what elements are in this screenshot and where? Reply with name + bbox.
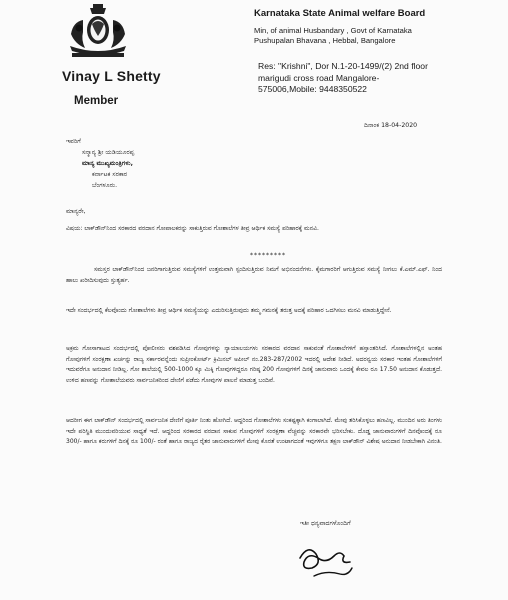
recipient-line-2: ಮಾನ್ಯ ಮುಖ್ಯಮಂತ್ರಿಗಳು,: [82, 160, 133, 167]
organization-name: Karnataka State Animal welfare Board: [254, 8, 426, 19]
address-line-1: Min, of animal Husbandary , Govt of Karnataka: [254, 26, 412, 35]
paragraph-2: ಇದೇ ಸಂದರ್ಭದಲ್ಲಿ ಕೆಲವೊಂದು ಗೋಶಾಲೆಗಳು ತೀವ್ರ ಆರ್ಥಿಕ ಸಮಸ್ಯೆಯನ್ನು ಎದುರಿಸುತ್ತಿರುವುದು ತಮ್ಮ ಗಮನಕ್ಕೆ ತರುತ್ತ ಅದಕ್ಕೆ ಪರಿಹಾರ ಒದಗಿಸಲು ಮನವಿ ಮಾಡುತ್ತಿದ್ದೇನೆ.: [66, 307, 392, 314]
separator: *********: [250, 252, 286, 259]
karnataka-emblem-icon: [66, 4, 130, 62]
letter-date: ದಿನಾಂಕ 18-04-2020: [364, 122, 418, 129]
recipient-line-1: ಸನ್ಮಾನ್ಯ ಶ್ರೀ ಯಡಿಯೂರಪ್ಪ: [82, 149, 135, 156]
closing: ಇತೀ ಧನ್ಯವಾದಗಳೊಂದಿಗೆ: [300, 520, 351, 527]
residence-address: Res: "Krishni", Dor N.1-20-1499/(2) 2nd floor marigudi cross road Mangalore-575006,Mobile: 9448350522: [258, 61, 428, 94]
salutation: ಮಾನ್ಯರೇ,: [66, 208, 86, 215]
recipient-line-4: ಬೆಂಗಳೂರು.: [92, 182, 118, 189]
paragraph-4: ಆದರೀಗ ಈಗ ಲಾಕ್‌ಡೌನ್ ಸಂದರ್ಭದಲ್ಲಿ ಸಾರ್ವಜನಿಕ ದೇಣಿಗೆ ಪೂರ್ತಿ ನಿಂತು ಹೋಗಿದೆ. ಆದ್ದರಿಂದ ಗೋಶಾಲೆಗಳು ಸಂಕಷ್ಟಕ್ಕಾಗಿ ಕಂಗಾಲಾಗಿದೆ. ಮೇವು ತರಿಸಿಕೊಳ್ಳಲು ಹಣವಿಲ್ಲ. ಮುಂದಿನ ಅರು ತಿಂಗಳು ಇದೇ ಪರಿಸ್ಥಿತಿ ಮುಂದುವರಿಯುವ ಸಾಧ್ಯತೆ ಇದೆ. ಆದ್ದರಿಂದ ಸರಕಾರದ ವರದಾನ ಸಾಕುವ ಗೋವುಗಳಿಗೆ ಸಂರಕ್ಷಣಾ ವೆಚ್ಚವನ್ನು ಸರಕಾರವೇ ಭರಿಸಬೇಕು. ದೊಡ್ಡ ಜಾನುವಾರುಗಳಿಗೆ ದಿನವೊಂದಕ್ಕೆ ರೂ 300/- ಹಾಗೂ ಕರುಗಳಿಗೆ ದಿನಕ್ಕೆ ರೂ 100/- ರಂತೆ ಹಾಗೂ ರಾಜ್ಯದ ರೈತರ ಜಾನುವಾರುಗಳಿಗೆ ಮೇವು ಕೊರತೆ ಉಂಟಾಗದಂತೆ ಇವುಗಳಿಗೂ ತಕ್ಷಣ ಲಾಕ್‌ಡೌನ್ ವಿಶೇಷ ಅನುದಾನ ನೀಡಬೇಕಾಗಿ ವಿನಂತಿ.: [66, 417, 442, 446]
paragraph-1: ಸಮಸ್ತರ ಲಾಕ್‌ಡೌನ್‌ನಿಂದ ಜನರಿಗಾಗುತ್ತಿರುವ ಸಮಸ್ಯೆಗಳಿಗೆ ಉತ್ತಮವಾಗಿ ಸ್ಪಂದಿಸುತ್ತಿರುವ ನಿಮಗೆ ಅಭಿನಂದನೆಗಳು. ಕೈಮಗಾರರಿಗೆ ಆಗುತ್ತಿರುವ ಸಮಸ್ಯೆ ನೀಗಲು ಕೆ.ಎಮ್.ಎಫ್. ನಿಂದ ಹಾಲು ಖರೀದಿಸುವುದು ಸ್ತುತ್ಯರ್ಹ.: [66, 266, 442, 284]
signature-icon: [294, 532, 358, 584]
to-label: ಇವರಿಗೆ: [66, 138, 81, 145]
sender-name: Vinay L Shetty: [62, 68, 161, 84]
letter-subject: ವಿಷಯ: ಲಾಕ್‌ಡೌನ್‌ನಿಂದ ಸರಕಾರದ ವರದಾನ ಗೋಪಾಲಕರನ್ನು ಸಾಕುತ್ತಿರುವ ಗೋಶಾಲೆಗಳ ತೀವ್ರ ಆರ್ಥಿಕ ಸಮಸ್ಯೆ ಪರಿಹಾರಕ್ಕೆ ಮನವಿ.: [66, 225, 319, 232]
address-line-2: Pushupalan Bhavana , Hebbal, Bangalore: [254, 36, 396, 45]
sender-designation: Member: [74, 95, 119, 107]
recipient-line-3: ಕರ್ನಾಟಕ ಸರಕಾರ: [92, 171, 128, 178]
paragraph-3: ಅಕ್ರಮ ಗೋಸಾಗಾಟದ ಸಂದರ್ಭದಲ್ಲಿ ಪೋಲೀಸರು ವಶಪಡಿಸಿದ ಗೋವುಗಳನ್ನು ನ್ಯಾಯಾಲಯಗಳು ಸರಕಾರದ ವರದಾನ ಸಾಕುವಂತೆ ಗೋಶಾಲೆಗಳಿಗೆ ಹಸ್ತಾಂತರಿಸಿದೆ. ಗೋಶಾಲೆಗಳಲ್ಲಿನ ಅಂತಹ ಗೋವುಗಳಿಗೆ ಸಂರಕ್ಷಣಾ ಖರ್ಚನ್ನು ರಾಜ್ಯ ಸರ್ಕಾರವನ್ನೆಂದು ಸುಪ್ರೀಂಕೋರ್ಟ್ ಕ್ರಿಮಿನಲ್ ಅಪೀಲ್ ನಂ.283-287/2002 ಇದರಲ್ಲಿ ಆದೇಶ ನೀಡಿದೆ. ಅದರನ್ವಯ ಸರಕಾರ ಇಂತಹ ಗೋಶಾಲೆಗಳಿಗೆ ಇದುವರೆಗೂ ಅನುದಾನ ನೀಡಿಲ್ಲ. ಗೋ ಶಾಲೆಯಲ್ಲಿ 500-1000 ಕ್ಕೂ ಮಿಕ್ಕಿ ಗೋವುಗಳಿದ್ದರೂ ಗರಿಷ್ಠ 200 ಗೋವುಗಳಿಗೆ ದಿನಕ್ಕೆ ಜಾನುವಾರು ಒಂದಕ್ಕೆ ಕೇವಲ ರೂ 17.50 ಅನುದಾನ ಕೊಡುತ್ತದೆ. ಉಳಿದ ಹಣವನ್ನು ಗೋಶಾಲೆಯವರು ಸಾರ್ವಜನಿಕರಿಂದ ದೇಣಿಗೆ ಪಡೆದು ಗೋವುಗಳ ಪಾಲನೆ ಮಾಡುತ್ತ ಬಂದಿವೆ.: [66, 345, 442, 384]
